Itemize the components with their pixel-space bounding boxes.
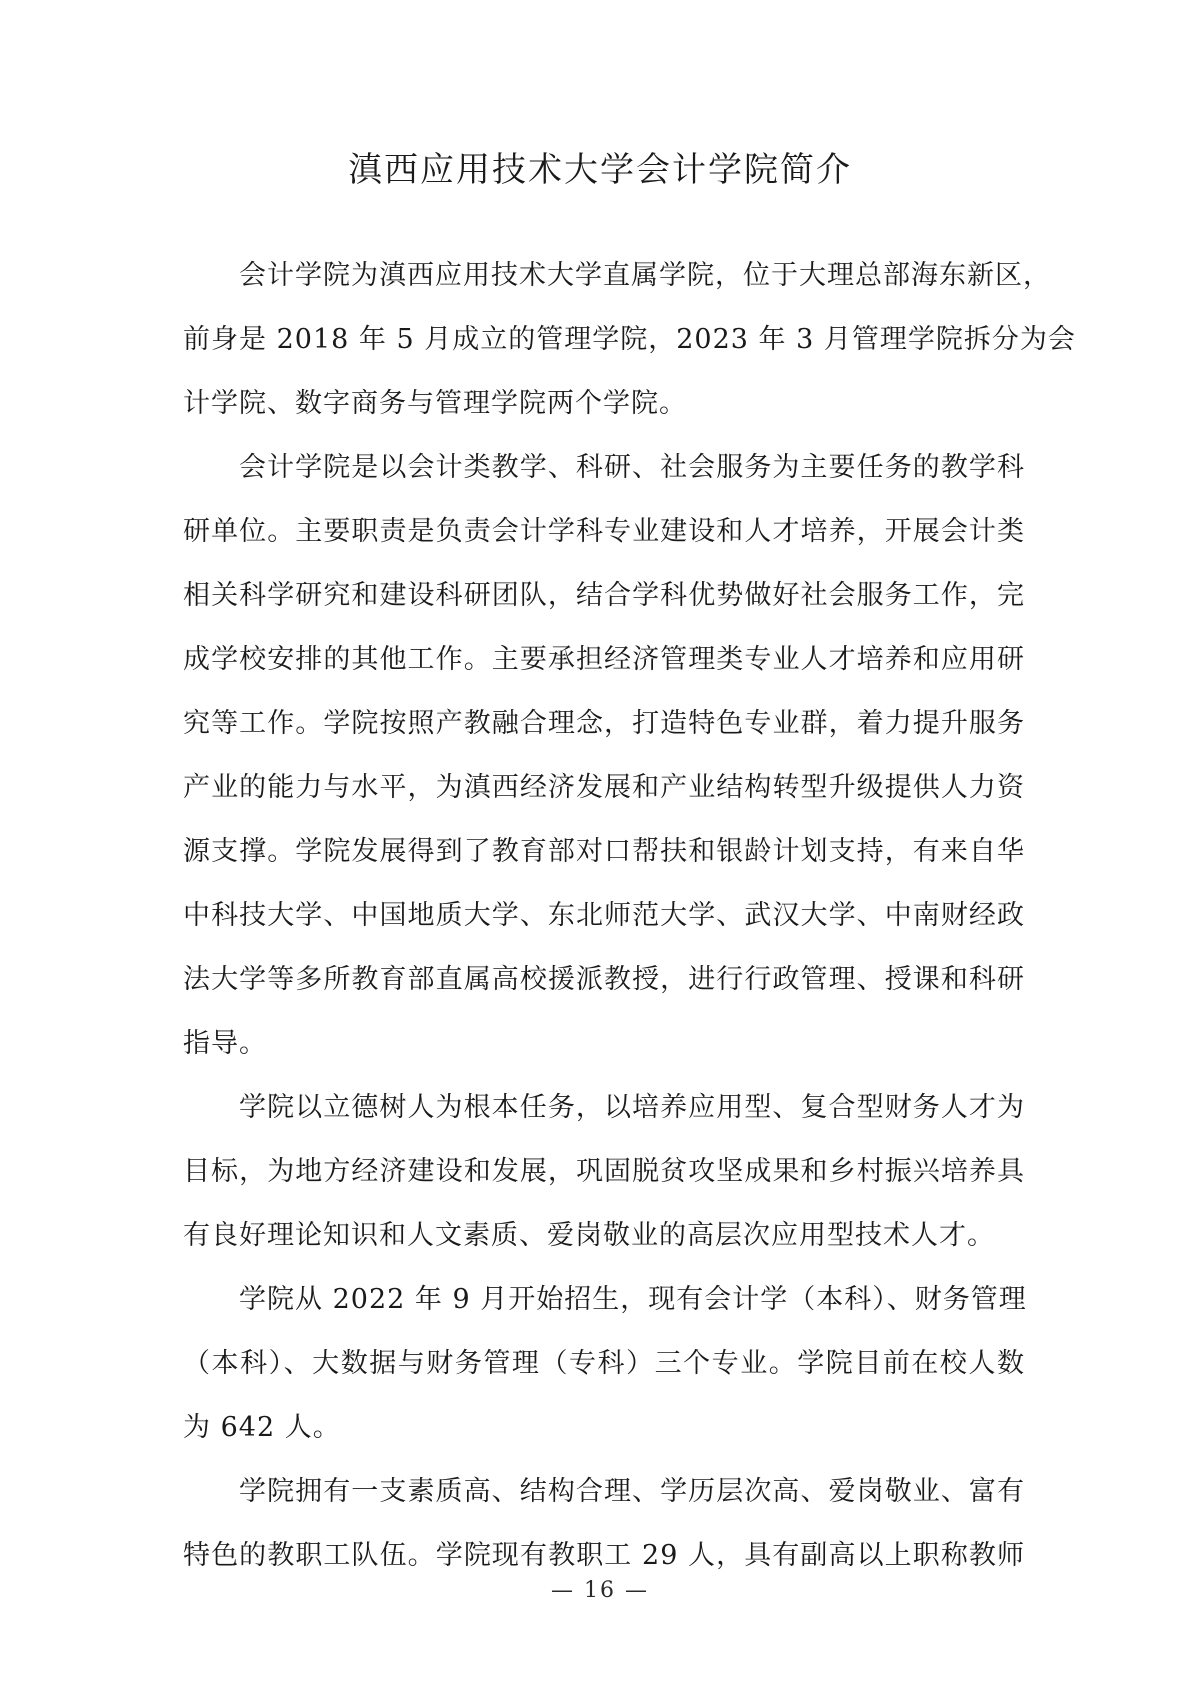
paragraph-5-line-1: 学院拥有一支素质高、结构合理、学历层次高、爱岗敬业、富有 [239,1476,1025,1507]
paragraph-2-line-8: 中科技大学、中国地质大学、东北师范大学、武汉大学、中南财经政 [183,900,1025,931]
document-body [183,244,1076,1588]
paragraph-4-line-1: 学院从 2022 年 9 月开始招生，现有会计学（本科）、财务管理 [239,1284,1027,1315]
paragraph-2-line-2: 研单位。主要职责是负责会计学科专业建设和人才培养，开展会计类 [183,516,1025,547]
paragraph-3-line-3: 有良好理论知识和人文素质、爱岗敬业的高层次应用型技术人才。 [183,1220,995,1251]
paragraph-2-line-7: 源支撑。学院发展得到了教育部对口帮扶和银龄计划支持，有来自华 [183,836,1025,867]
paragraph-1-line-1: 会计学院为滇西应用技术大学直属学院，位于大理总部海东新区， [239,260,1051,291]
paragraph-2-line-6: 产业的能力与水平，为滇西经济发展和产业结构转型升级提供人力资 [183,772,1025,803]
paragraph-2-line-4: 成学校安排的其他工作。主要承担经济管理类专业人才培养和应用研 [183,644,1025,675]
paragraph-2-line-9: 法大学等多所教育部直属高校援派教授，进行行政管理、授课和科研 [183,964,1025,995]
paragraph-2-line-1: 会计学院是以会计类教学、科研、社会服务为主要任务的教学科 [239,452,1025,483]
paragraph-3-line-1: 学院以立德树人为根本任务，以培养应用型、复合型财务人才为 [239,1092,1025,1123]
paragraph-4-line-3: 为 642 人。 [183,1412,341,1443]
paragraph-1-line-3: 计学院、数字商务与管理学院两个学院。 [183,388,687,419]
paragraph-4-line-2: （本科）、大数据与财务管理（专科）三个专业。学院目前在校人数 [183,1348,1025,1379]
paragraph-5-line-2: 特色的教职工队伍。学院现有教职工 29 人，具有副高以上职称教师 [183,1540,1025,1571]
page-number: — 16 — [551,1578,649,1603]
paragraph-2-line-5: 究等工作。学院按照产教融合理念，打造特色专业群，着力提升服务 [183,708,1025,739]
paragraph-2-line-3: 相关科学研究和建设科研团队，结合学科优势做好社会服务工作，完 [183,580,1025,611]
paragraph-3-line-2: 目标，为地方经济建设和发展，巩固脱贫攻坚成果和乡村振兴培养具 [183,1156,1025,1187]
paragraph-2-line-10: 指导。 [183,1028,267,1059]
document-title: 滇西应用技术大学会计学院简介 [348,150,852,190]
paragraph-1-line-2: 前身是 2018 年 5 月成立的管理学院，2023 年 3 月管理学院拆分为会 [183,324,1076,355]
